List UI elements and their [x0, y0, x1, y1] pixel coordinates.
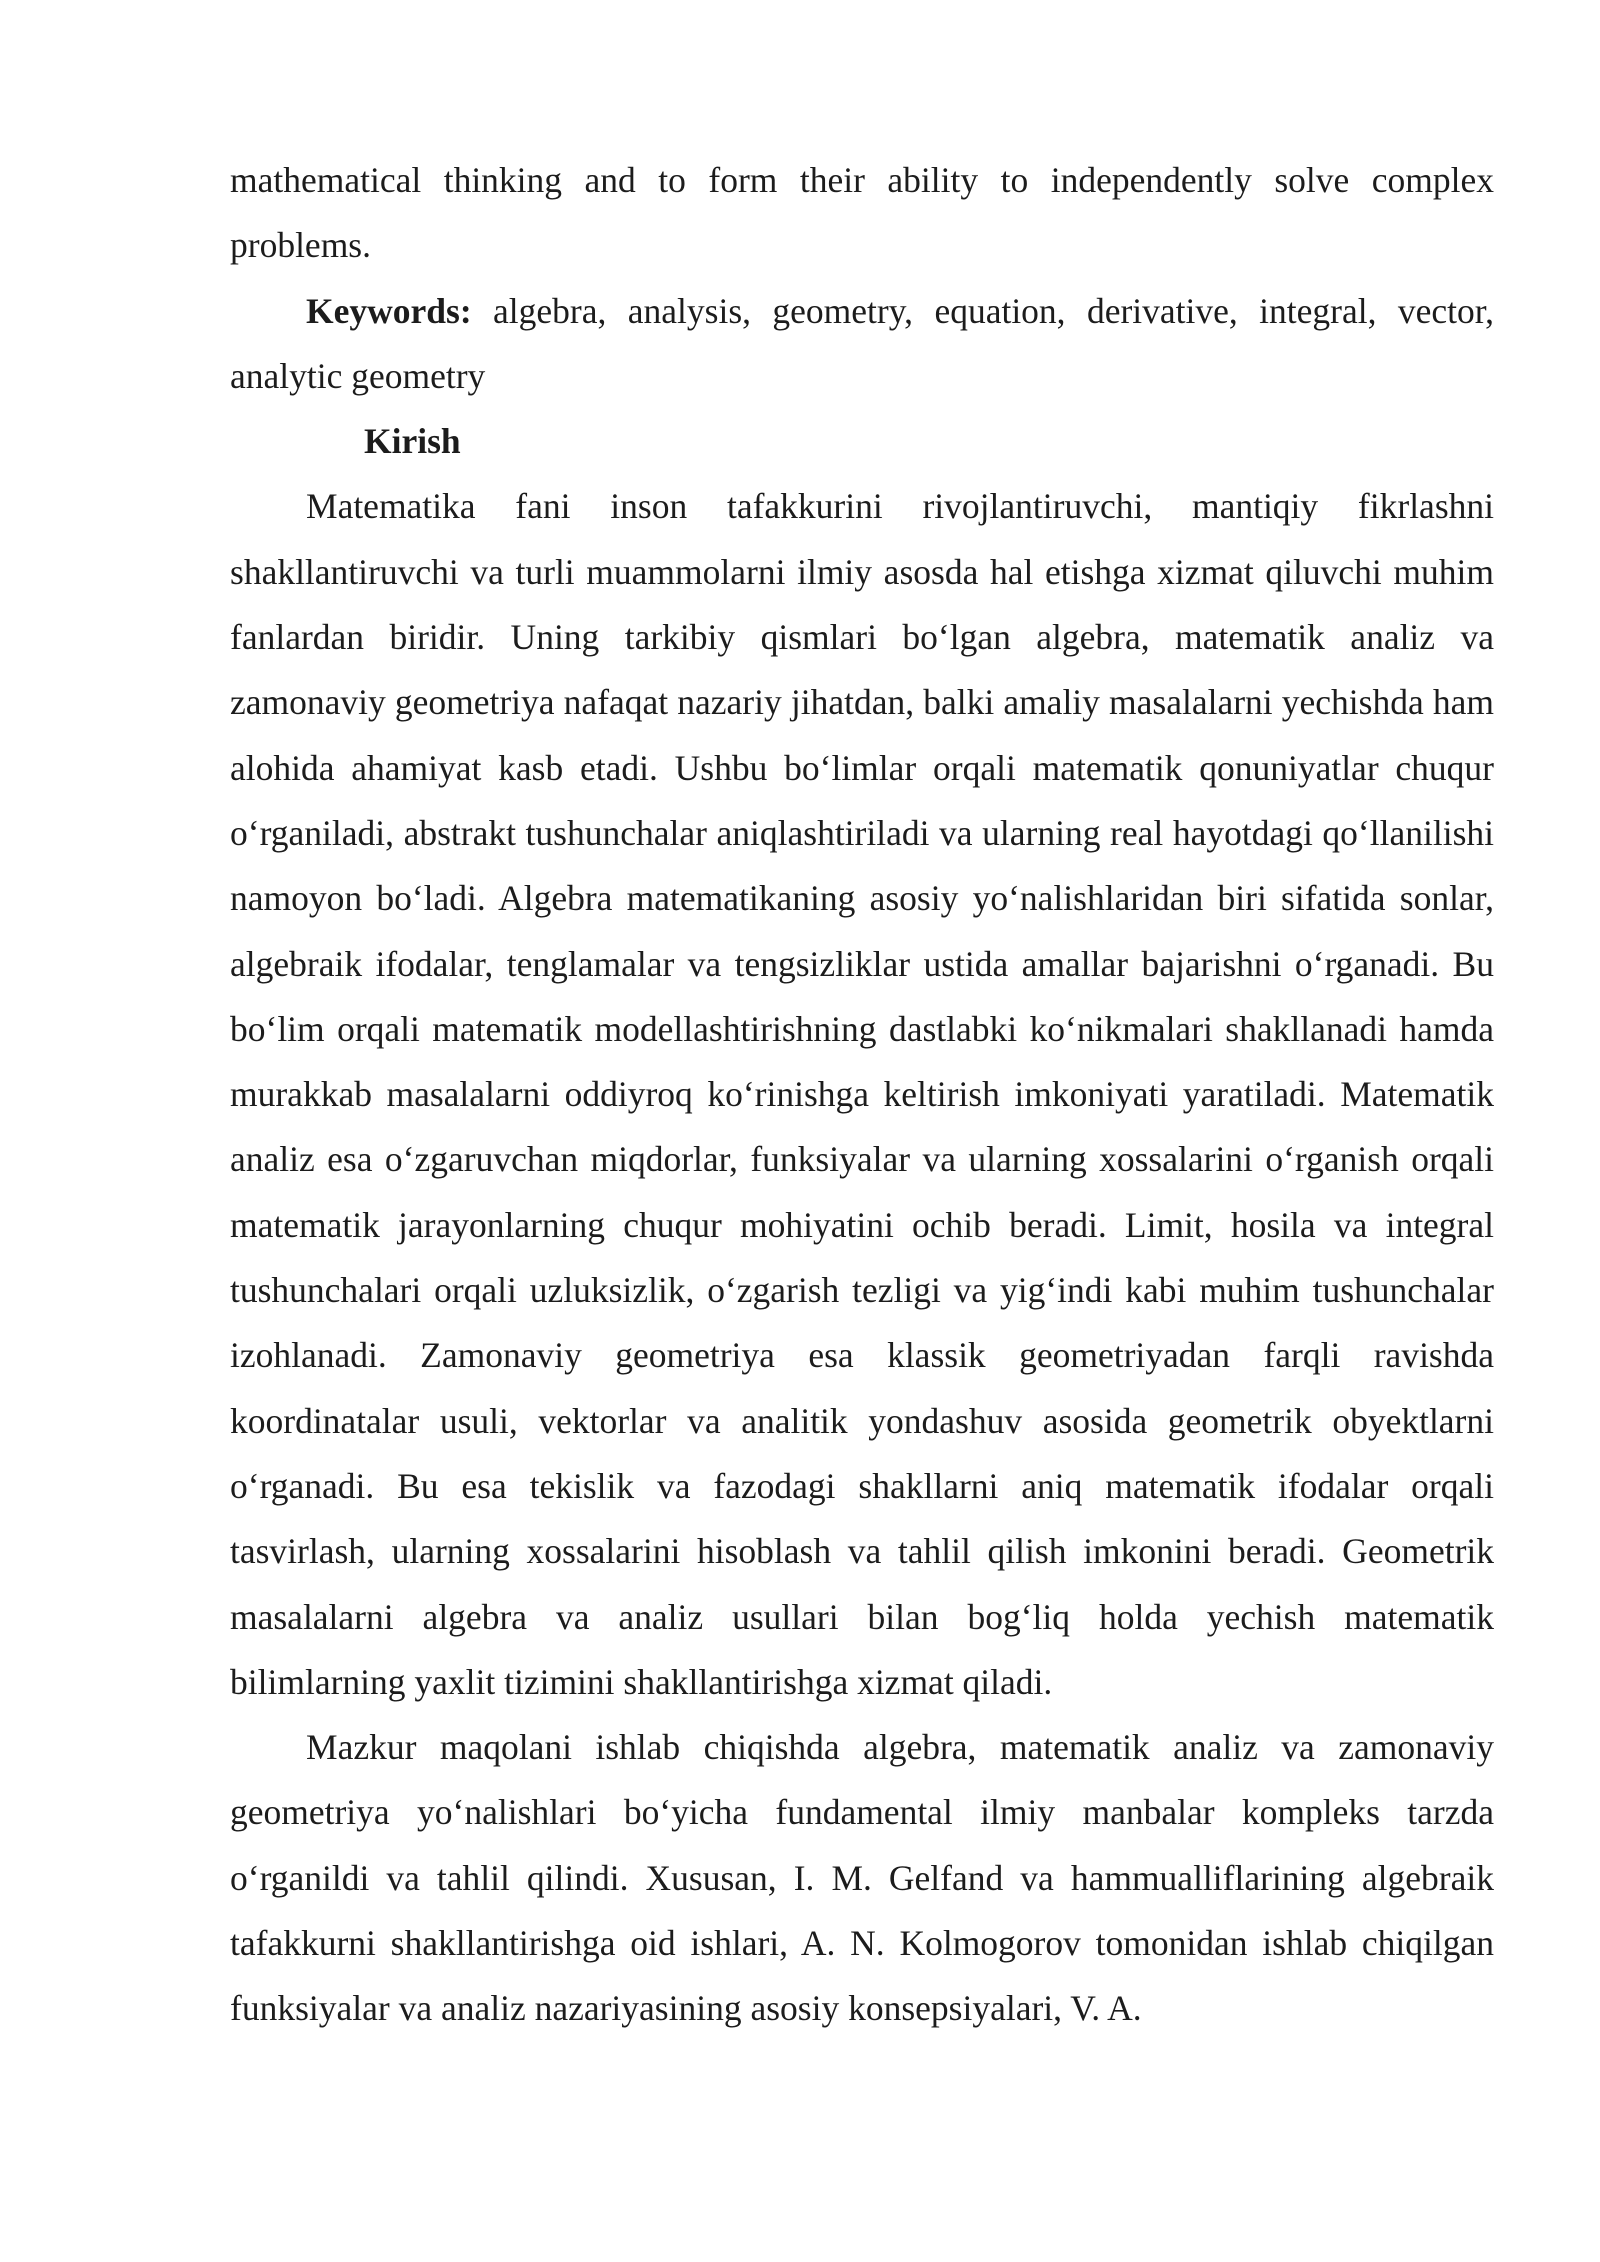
abstract-tail-paragraph: mathematical thinking and to form their ability to independently solve complex problems. — [230, 160, 1494, 266]
keywords-paragraph — [230, 279, 1494, 410]
keywords-label: Keywords: — [306, 290, 472, 331]
body-paragraph-2: Mazkur maqolani ishlab chiqishda algebra, matematik analiz va zamonaviy geometriya yo‘nalishlari bo‘yicha fundamental ilmiy manbalar kompleks tarzda o‘rganildi va tahlil qilindi. Xususan, I. M. Gelfand va hammualliflarining algebraik tafakkurni shakllantirishga oid ishlari, A. N. Kolmogorov tomonidan ishlab chiqilgan funksiyalar va analiz nazariyasining asosiy konsepsiyalari, V. A. — [230, 1727, 1494, 2029]
body-paragraph-1: Matematika fani inson tafakkurini rivojlantiruvchi, mantiqiy fikrlashni shakllantiruvchi va turli muammolarni ilmiy asosda hal etishga xizmat qiluvchi muhim fanlardan biridir. Uning tarkibiy qismlari bo‘lgan algebra, matematik analiz va zamonaviy geometriya nafaqat nazariy jihatdan, balki amaliy masalalarni yechishda ham alohida ahamiyat kasb etadi. Ushbu bo‘limlar orqali matematik qonuniyatlar chuqur o‘rganiladi, abstrakt tushunchalar aniqlashtiriladi va ularning real hayotdagi qo‘llanilishi namoyon bo‘ladi. Algebra matematikaning asosiy yo‘nalishlaridan biri sifatida sonlar, algebraik ifodalar, tenglamalar va tengsizliklar ustida amallar bajarishni o‘rganadi. Bu bo‘lim orqali matematik modellashtirishning dastlabki ko‘nikmalari shakllanadi hamda murakkab masalalarni oddiyroq ko‘rinishga keltirish imkoniyati yaratiladi. Matematik analiz esa o‘zgaruvchan miqdorlar, funksiyalar va ularning xossalarini o‘rganish orqali matematik jarayonlarning chuqur mohiyatini ochib beradi. Limit, hosila va integral tushunchalari orqali uzluksizlik, o‘zgarish tezligi va yig‘indi kabi muhim tushunchalar izohlanadi. Zamonaviy geometriya esa klassik geometriyadan farqli ravishda koordinatalar usuli, vektorlar va analitik yondashuv asosida geometrik obyektlarni o‘rganadi. Bu esa tekislik va fazodagi shakllarni aniq matematik ifodalar orqali tasvirlash, ularning xossalarini hisoblash va tahlil qilish imkonini beradi. Geometrik masalalarni algebra va analiz usullari bilan bog‘liq holda yechish matematik bilimlarning yaxlit tizimini shakllantirishga xizmat qiladi. — [230, 486, 1494, 1702]
keywords-text: algebra, analysis, geometry, equation, derivative, integral, vector, analytic geometry — [230, 290, 1494, 396]
document-page — [230, 148, 1494, 2042]
section-heading: Kirish — [364, 421, 461, 462]
